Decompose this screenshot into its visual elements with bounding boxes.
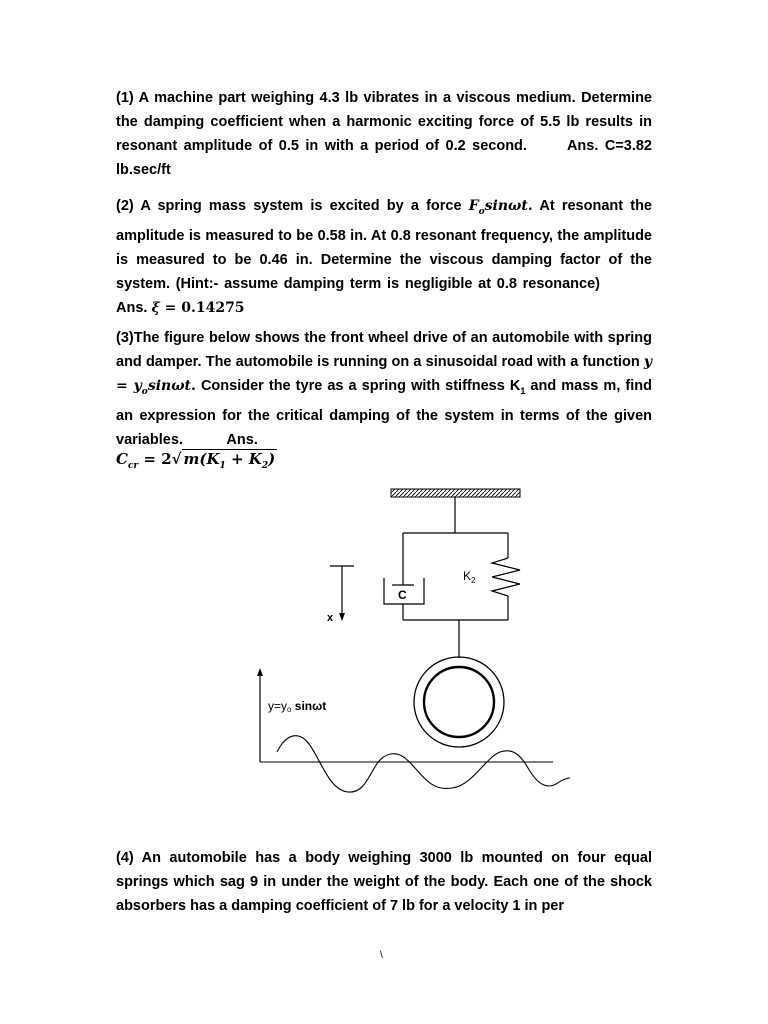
formula-k2-sub: 2 (261, 461, 269, 471)
radical-sign-icon: √ (171, 450, 182, 468)
x-arrow-head-icon (339, 613, 345, 621)
road-function-y: y (643, 354, 652, 370)
k1-subscript: 1 (520, 385, 526, 396)
problem-3-answer-label: Ans. (226, 431, 258, 448)
formula-plus: + K (225, 450, 262, 468)
tyre-outer (414, 657, 504, 747)
problem-2-text: At resonant the amplitude is measured to be 0.58 in. At 0.8 resonant frequency, the amplitude is measured to be 0.46 in. Determine the viscous damping factor of the system. (Hint:- assume damping term is negligible at 0.8 resonance) (116, 198, 652, 292)
problem-3-text-2: and mass m, find an expression for the critical damping of the system in terms of the given variables. (116, 378, 652, 448)
sinusoidal-road (277, 736, 570, 792)
formula-close: ) (268, 450, 276, 468)
formula-c: C (116, 450, 128, 468)
formula-k1-sub: 1 (219, 461, 226, 471)
problem-4-text: (4) An automobile has a body weighing 3000 lb mounted on four equal springs which sag 9 in under the weight of the body. Each one of the shock absorbers has a damping coefficient of 7 lb for a velocity 1 in per (116, 850, 652, 914)
problem-3-lead: (3)The figure below shows the front wheel drive of an automobile with spring and damper. The automobile is running on a sinusoidal road with a function (116, 330, 652, 370)
formula-radicand-start: m(K (183, 450, 220, 468)
damping-factor-symbol: ξ (151, 299, 160, 316)
road-label-sub: o (287, 705, 292, 714)
problem-4 (116, 846, 652, 918)
x-label: x (327, 612, 334, 624)
problem-2-lead: (2) A spring mass system is excited by a force (116, 198, 469, 214)
page-footer-mark: \ (380, 950, 383, 961)
force-function: sinωt. (484, 198, 533, 214)
problem-2-answer-label: Ans. (116, 299, 148, 316)
spring-label-sub: 2 (471, 576, 476, 585)
problem-2 (116, 194, 652, 320)
problem-3 (116, 326, 652, 452)
road-label-y: y=y (268, 699, 288, 713)
problem-1 (116, 86, 652, 182)
road-label-rest: sinωt (291, 699, 327, 713)
formula-c-sub: cr (127, 461, 139, 471)
force-subscript: o (478, 206, 485, 217)
y-arrow-head-icon (257, 668, 263, 676)
problem-3-text: Consider the tyre as a spring with stiffness K (195, 378, 521, 394)
damper-label: C (398, 588, 407, 602)
force-symbol: F (468, 198, 479, 214)
spring-label (463, 569, 476, 585)
problem-1-text: (1) A machine part weighing 4.3 lb vibrates in a viscous medium. Determine the damping coefficient when a harmonic exciting force of 5.5 lb results in resonant amplitude of 0.5 in with a period of 0.2 second. (116, 90, 652, 154)
road-function-y0: y (133, 378, 142, 394)
road-function-eq: = (116, 378, 134, 394)
problem-1-answer: Ans. C=3.82 lb.sec/ft (116, 138, 652, 178)
road-function-label (268, 699, 326, 714)
critical-damping-formula (116, 449, 277, 471)
road-function-rest: sinωt. (147, 378, 196, 394)
spring-coil (492, 558, 520, 596)
formula-radicand (182, 449, 278, 471)
wheel-suspension-diagram (250, 485, 590, 825)
formula-eq: = 2 (138, 450, 172, 468)
tyre-inner (424, 667, 494, 737)
damping-factor-value: = 0.14275 (159, 299, 245, 316)
fixed-support (391, 489, 520, 497)
road-function-sub: o (141, 386, 148, 397)
spring-label-k: K (463, 569, 472, 583)
